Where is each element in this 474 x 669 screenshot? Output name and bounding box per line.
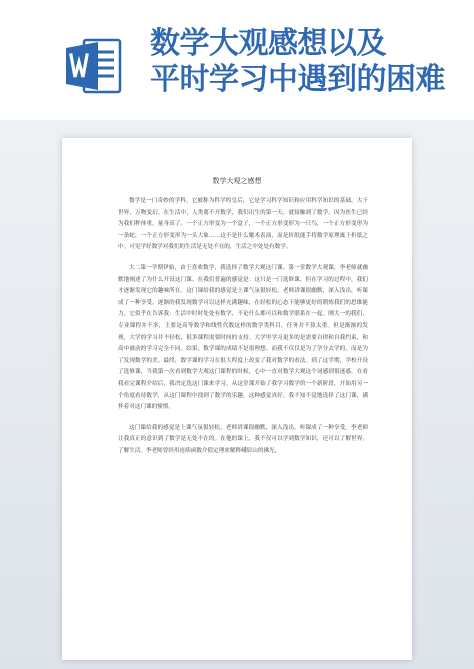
title-line-2: 平时学习中遇到的困难 [150, 62, 445, 97]
page-title [150, 26, 470, 98]
title-line-1: 数学大观感想以及 [150, 26, 386, 61]
paragraph: 大二第一学期伊始，由于喜欢数学，我选择了数学大观这门课。第一堂数学大观课，李老师就幽默地阐述了为什么开设这门课。在我们普遍的感觉是：这只是一门选修课，但在学习的过程中，我们才逐渐发现它的趣味所在。这门课给我的感觉是上课气氛很轻松，老师讲课很幽默，深入浅出，听课成了一种享受。逐渐的我发现数学可以这样充满趣味，在轻松的心态下能够更好的锻炼我们的思维能力。它似乎在告诉我：生活中时时处处有数学，不论什么都可以和数学联系在一起。刚大一的我们，专业课程并不多，主要是高等数学和线性代数这样的数学类科目，任务并不算太重。但是渐渐的发现，大学的学习并不轻松，很多课程需要时间的支持。大学里学习更多的是需要自律和自我约束，和高中被动的学习完全不同。结果，数学课的成绩不是很理想。而我不仅仅是为了学分去学的，而是为了发现数学的美。最终，数学课的学习在很大程度上改变了我对数学的看法。到了这学期，学校开设了选修课，当我第一次看到数学大观这门课程的时候，心中一直对数学大观这个词感到很迷惑。在看我看完课程介绍后，我决定选这门课来学习，从这堂课开始了我学习数学的一个新阶段，开始用另一个角度看待数学，从这门课程中找到了数学的乐趣，这种感觉真好。我不知不觉地选择了这门课，满怀着对这门课的憧憬。 [118, 264, 368, 411]
word-icon [62, 34, 126, 98]
document-area [0, 120, 474, 669]
document-body [118, 196, 368, 466]
paragraph: 这门课给我的感觉是上课气氛很轻松，老师讲课很幽默，深入浅出，听课成了一种享受。李老师让我真正的意识到了数学是无处不在的。在他的课上，我不仅可以学到数学知识，还可以了解世界，了解生活。李老师曾经用连续函数介值定理来解释峨眉山的佛光， [118, 424, 368, 454]
paragraph: 数学是一门奇妙的学科。它被称为科学的皇后，它是学习科学知识和应用科学知识的基础。大千世界，万物变幻。在生活中，人类离不开数学，我们出生的第一天，就接触到了数学，因为医生已经为我们秤体重，量身高了。一个正方形变为一个盒子，一个正方形变形为一只鸟，一个正方形变形为一条蛇，一个正方形变形为一头大象……这不是什么魔术表演，而是折纸能手将数学原理寓于折纸之中。可见学好数学对我们的生活是无处不在的，生活之中处处有数学。 [118, 198, 368, 251]
document-page [62, 138, 412, 660]
document-heading: 数学大观之感想 [212, 177, 262, 185]
header-banner [0, 0, 474, 120]
